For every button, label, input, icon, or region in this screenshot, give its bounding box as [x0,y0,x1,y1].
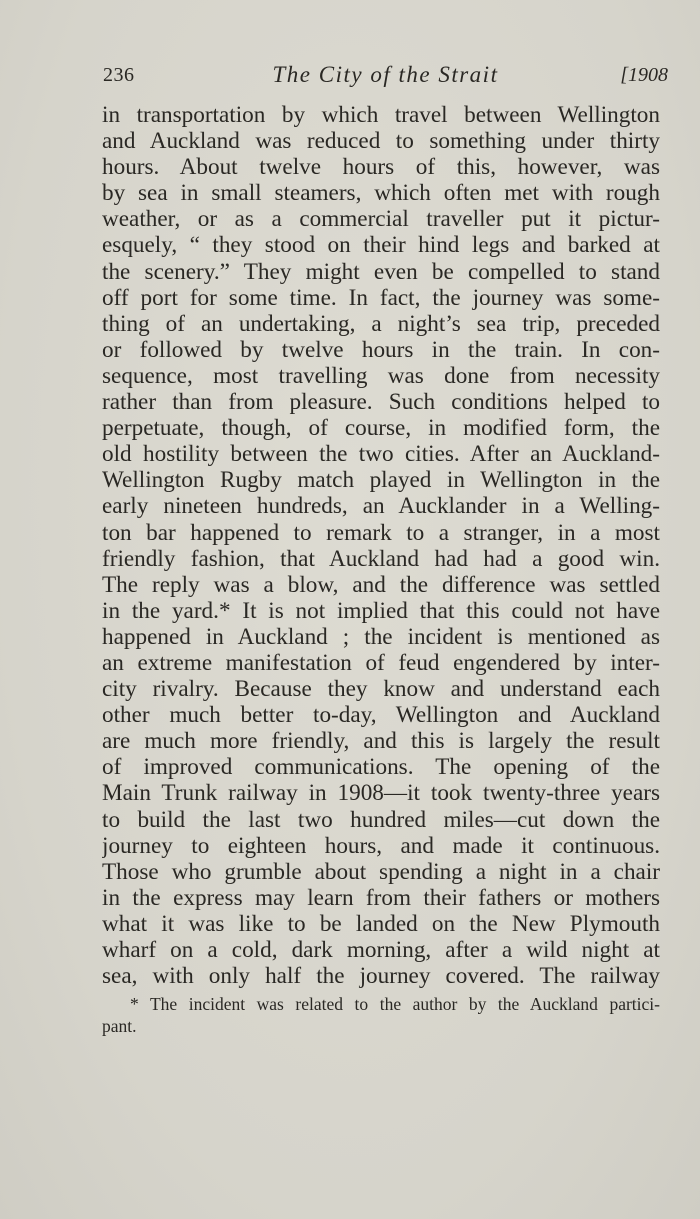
text-line: perpetuate, though, of course, in modified form, the [102,415,660,442]
text-line: weather, or as a commercial traveller put it pictur- [102,206,660,233]
running-title: The City of the Strait [272,62,499,87]
text-line: an extreme manifestation of feud engendered by inter- [102,649,660,676]
text-line: wharf on a cold, dark morning, after a wild night at [102,937,660,963]
text-line: or followed by twelve hours in the train. In con- [102,336,660,363]
footnote-line: pant. [102,1016,137,1036]
footnote [102,993,660,1037]
text-line: the scenery.” They might even be compelled to stand [102,258,660,285]
body-text [102,102,660,989]
text-line: city rivalry. Because they know and understand each [102,676,660,703]
footnote-line: * The incident was related to the author by the Auckland partici- [130,994,660,1014]
text-line: Those who grumble about spending a night in a chair [102,858,660,885]
running-year: [1908 [620,64,668,86]
text-line: rather than from pleasure. Such conditions helped to [102,389,660,416]
text-line: hours. About twelve hours of this, however, was [102,154,660,181]
text-line: in transportation by which travel between Wellington [102,102,660,128]
text-line: in the express may learn from their fathers or mothers [102,884,660,911]
text-line: friendly fashion, that Auckland had had a good win. [102,545,660,572]
text-line: esquely, “ they stood on their hind legs and barked at [102,232,660,259]
text-line: ton bar happened to remark to a stranger, in a most [102,519,660,546]
text-line: early nineteen hundreds, an Aucklander in a Welling- [102,493,660,520]
running-head [103,62,668,92]
text-line: sequence, most travelling was done from necessity [102,362,660,389]
text-line: sea, with only half the journey covered. The railway [102,963,660,990]
text-line: The reply was a blow, and the difference was settled [102,571,660,598]
text-line: and Auckland was reduced to something under thirty [102,128,660,155]
text-line: of improved communications. The opening of the [102,754,660,781]
text-line: off port for some time. In fact, the journey was some- [102,284,660,311]
text-line: other much better to-day, Wellington and Auckland [102,702,660,729]
text-line: by sea in small steamers, which often met with rough [102,180,660,207]
text-line: thing of an undertaking, a night’s sea trip, preceded [102,310,660,337]
text-line: are much more friendly, and this is largely the result [102,728,660,755]
text-line: journey to eighteen hours, and made it continuous. [102,832,660,859]
text-line: to build the last two hundred miles—cut down the [102,806,660,833]
text-line: old hostility between the two cities. After an Auckland- [102,441,660,468]
text-line: what it was like to be landed on the New Plymouth [102,910,660,937]
page-number: 236 [103,64,135,86]
text-line: in the yard.* It is not implied that this could not have [102,597,660,624]
text-line: Wellington Rugby match played in Wellington in the [102,467,660,494]
text-line: Main Trunk railway in 1908—it took twenty-three years [102,780,660,807]
text-line: happened in Auckland ; the incident is mentioned as [102,623,660,650]
